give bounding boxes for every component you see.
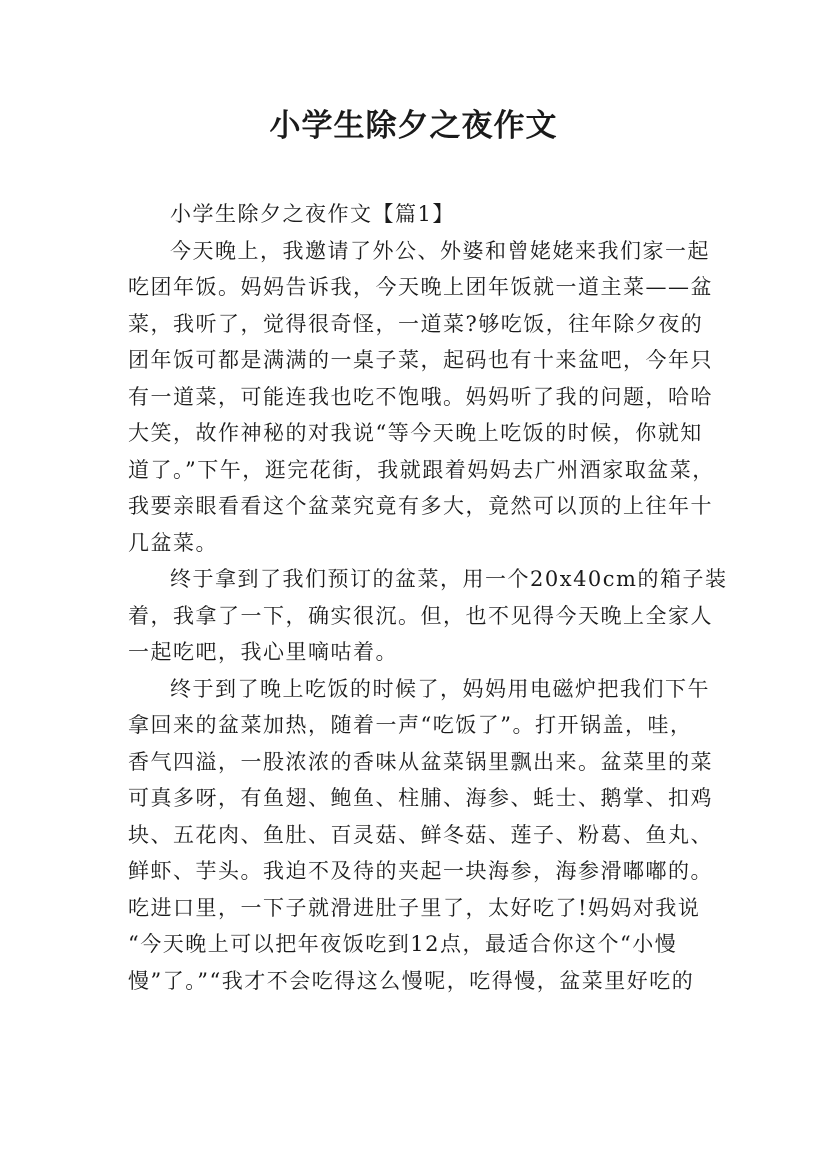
- document-title: 小学生除夕之夜作文: [269, 108, 558, 144]
- text-line: 一起吃吧，我心里嘀咕着。: [128, 640, 398, 664]
- text-line: 吃进口里，一下子就滑进肚子里了，太好吃了!妈妈对我说: [128, 895, 701, 920]
- text-line: 吃团年饭。妈妈告诉我，今天晚上团年饭就一道主菜——盆: [128, 275, 713, 299]
- text-line: 慢”了。”“我才不会吃得这么慢呢，吃得慢，盆菜里好吃的: [128, 968, 695, 993]
- text-line: 菜，我听了，觉得很奇怪，一道菜?够吃饭，往年除夕夜的: [128, 311, 704, 336]
- text-line: 块、五花肉、鱼肚、百灵菇、鲜冬菇、莲子、粉葛、鱼丸、: [128, 822, 713, 847]
- text-line: 着，我拿了一下，确实很沉。但，也不见得今天晚上全家人: [128, 603, 713, 628]
- document-body: [128, 196, 728, 999]
- text-line: 拿回来的盆菜加热，随着一声“吃饭了”。打开锅盖，哇，: [128, 713, 693, 737]
- text-line: 道了。”下午，逛完花街，我就跟着妈妈去广州酒家取盆菜，: [128, 457, 715, 482]
- text-line: 终于拿到了我们预订的盆菜，用一个20x40cm的箱子装: [170, 567, 728, 591]
- text-line: 有一道菜，可能连我也吃不饱哦。妈妈听了我的问题，哈哈: [128, 384, 713, 409]
- text-line: 香气四溢，一股浓浓的香味从盆菜锅里飘出来。盆菜里的菜: [128, 749, 713, 774]
- text-line: 今天晚上，我邀请了外公、外婆和曾姥姥来我们家一起: [170, 238, 710, 263]
- text-line: 我要亲眼看看这个盆菜究竟有多大，竟然可以顶的上往年十: [128, 494, 713, 518]
- text-line: 几盆菜。: [128, 530, 218, 555]
- text-line: 可真多呀，有鱼翅、鲍鱼、柱脯、海参、蚝士、鹅掌、扣鸡: [128, 786, 713, 810]
- text-line: 小学生除夕之夜作文【篇1】: [170, 202, 455, 226]
- text-line: 大笑，故作神秘的对我说“等今天晚上吃饭的时候，你就知: [128, 421, 703, 445]
- text-line: “今天晚上可以把年夜饭吃到12点，最适合你这个“小慢: [128, 932, 678, 956]
- text-line: 鲜虾、芋头。我迫不及待的夹起一块海参，海参滑嘟嘟的。: [128, 859, 713, 883]
- text-line: 团年饭可都是满满的一桌子菜，起码也有十来盆吧，今年只: [128, 348, 713, 372]
- text-line: 终于到了晚上吃饭的时候了，妈妈用电磁炉把我们下午: [170, 676, 710, 701]
